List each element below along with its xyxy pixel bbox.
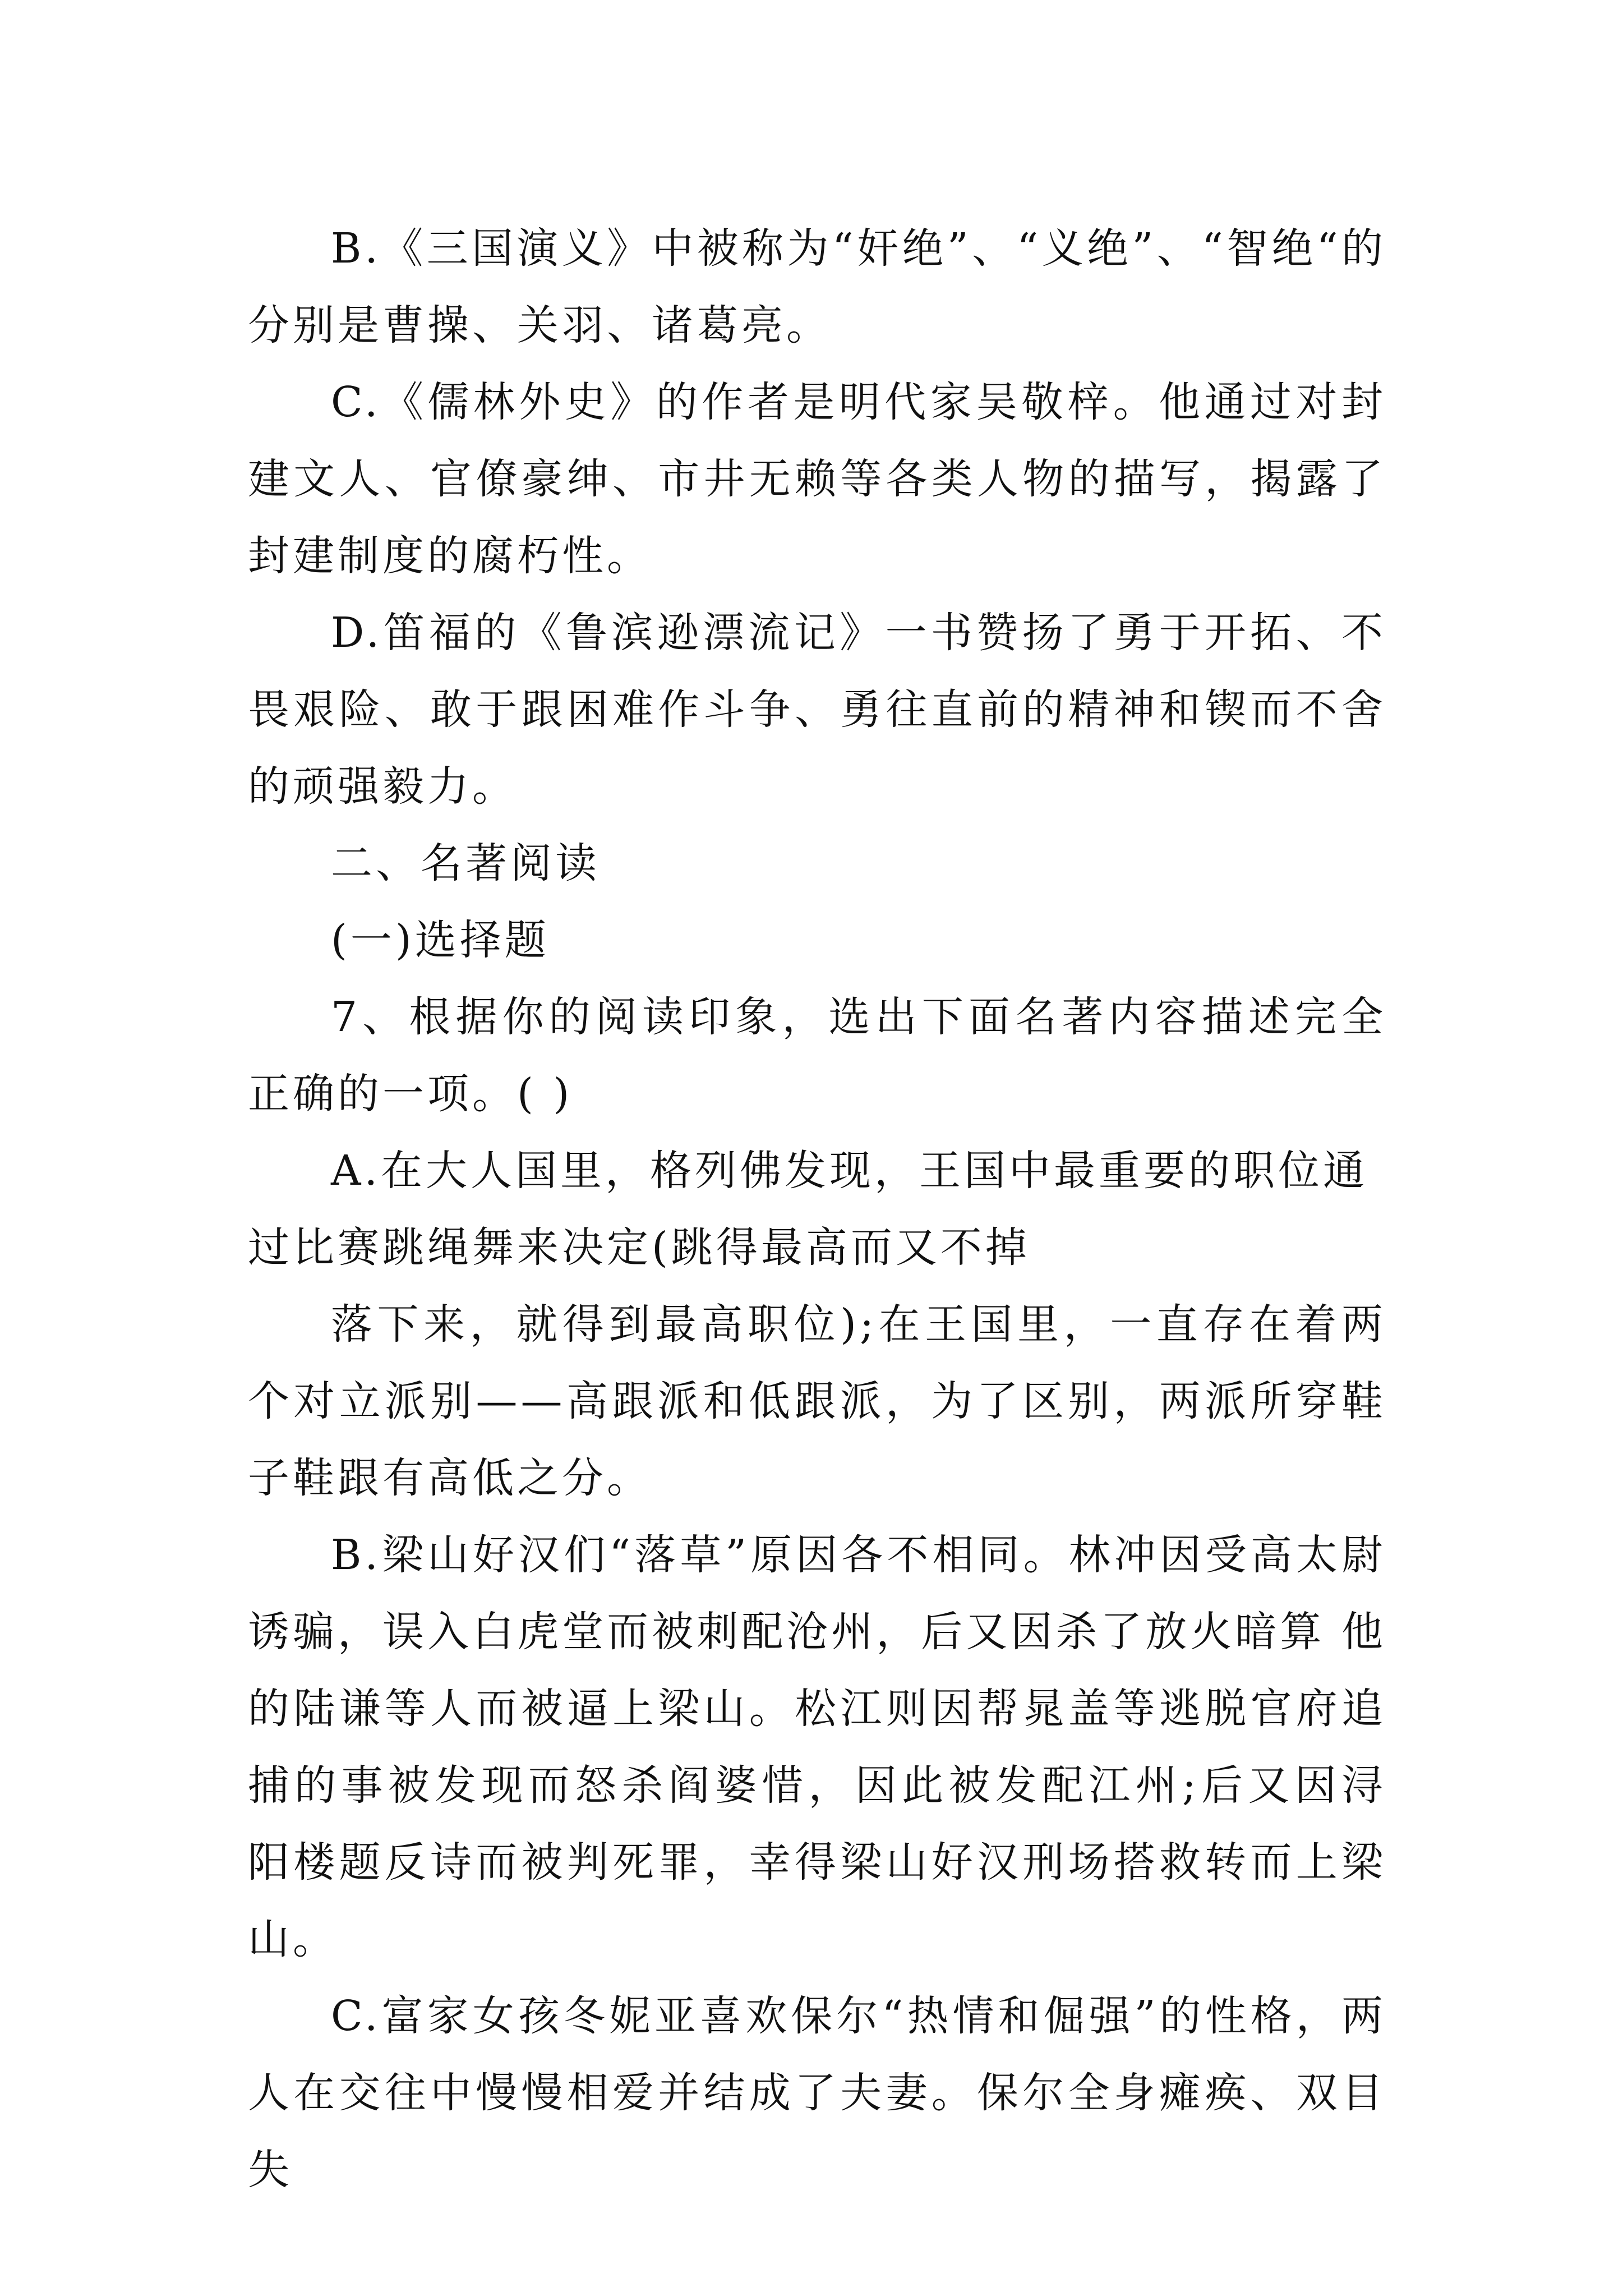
section-heading: 二、名著阅读 <box>331 839 600 887</box>
option-a-continued: 落下来，就得到最高职位);在王国里，一直存在着两个对立派别——高跟派和低跟派，为了区别，两派所穿鞋子鞋跟有高低之分。 <box>248 1300 1386 1502</box>
document-body <box>248 210 1386 2208</box>
option-d-robinson: D.笛福的《鲁滨逊漂流记》一书赞扬了勇于开拓、不畏艰险、敢于跟困难作斗争、勇往直前的精神和锲而不舍的顽强毅力。 <box>248 609 1386 811</box>
subsection-heading: (一)选择题 <box>331 916 550 964</box>
option-c-steel: C.富家女孩冬妮亚喜欢保尔“热情和倔强”的性格，两人在交往中慢慢相爱并结成了夫妻。保尔全身瘫痪、双目失 <box>248 1992 1386 2194</box>
question-7: 7、根据你的阅读印象，选出下面名著内容描述完全正确的一项。( ) <box>248 993 1386 1118</box>
option-b-water-margin: B.梁山好汉们“落草”原因各不相同。林冲因受高太尉诱骗，误入白虎堂而被刺配沧州，后又因杀了放火暗算 他的陆谦等人而被逼上梁山。松江则因帮晁盖等逃脱官府追捕的事被发现而怒杀阎婆惜，因此被发配江州;后又因浔阳楼题反诗而被判死罪，幸得梁山好汉刑场搭救转而上梁山。 <box>248 1531 1386 1963</box>
option-c-rulin: C.《儒林外史》的作者是明代家吴敬梓。他通过对封建文人、官僚豪绅、市井无赖等各类人物的描写，揭露了封建制度的腐朽性。 <box>248 378 1386 580</box>
option-a-gulliver: A.在大人国里，格列佛发现，王国中最重要的职位通过比赛跳绳舞来决定(跳得最高而又不掉 <box>248 1147 1368 1272</box>
option-b-sanguo: B.《三国演义》中被称为“奸绝”、“义绝”、“智绝“的分别是曹操、关羽、诸葛亮。 <box>248 224 1386 349</box>
